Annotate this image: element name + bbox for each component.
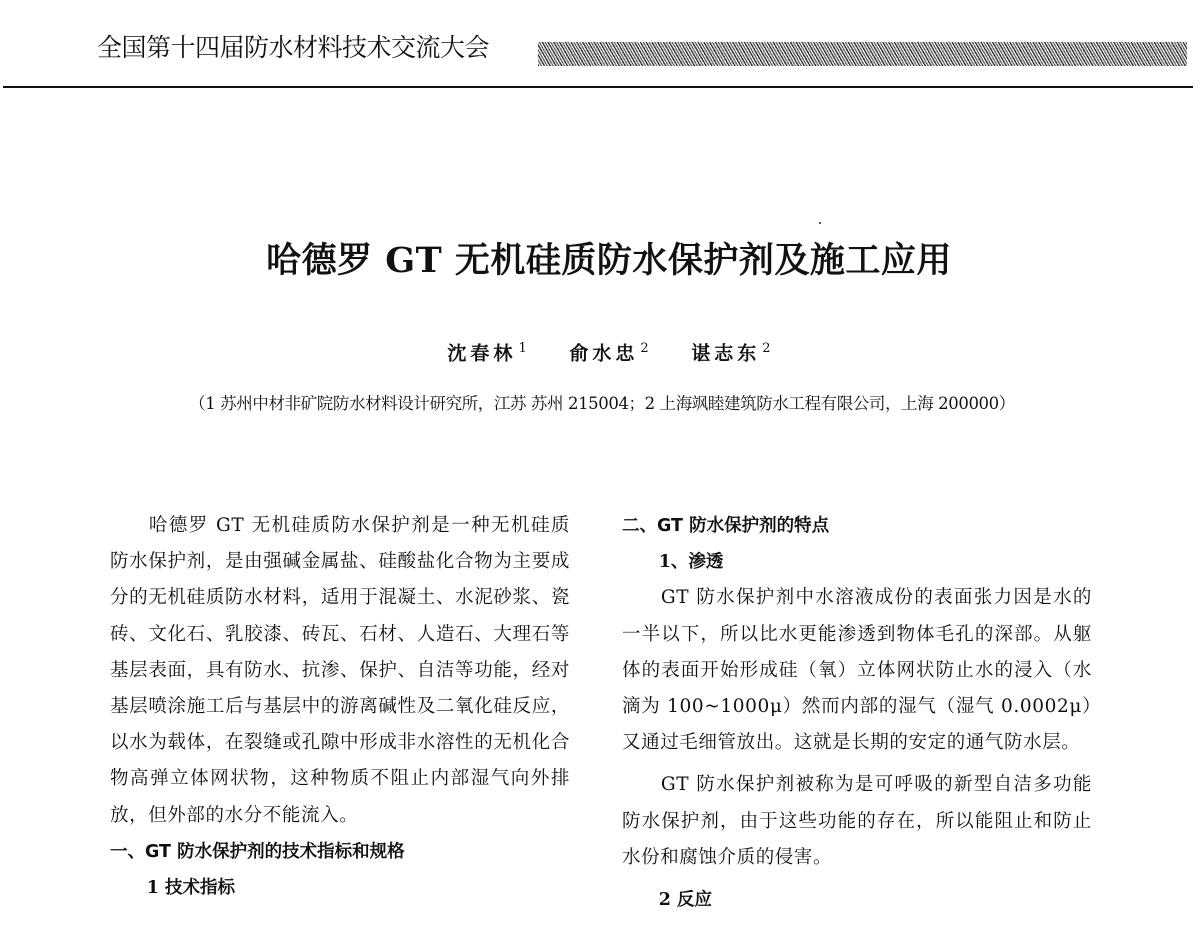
author-name: 谌志东	[691, 342, 761, 365]
subheading-reaction: 2 反应	[658, 890, 713, 911]
paper-title: 哈德罗 GT 无机硅质防水保护剂及施工应用	[266, 240, 952, 281]
affiliations: （1 苏州中材非矿院防水材料设计研究所，江苏 苏州 215004；2 上海飒睦建筑防水工程有限公司，上海 200000）	[189, 394, 1015, 413]
running-header	[0, 0, 1200, 100]
penetration-paragraph: GT 防水保护剂中水溶液成份的表面张力因是水的一半以下，所以比水更能渗透到物体毛孔的深部。从躯体的表面开始形成硅（氧）立体网状防止水的浸入（水滴为 100~1000μ）然而内部的湿气（湿气 0.0002μ）又通过毛细管放出。这就是长期的安定的通气防水层。	[622, 587, 1092, 754]
author	[569, 336, 648, 366]
breathable-paragraph: GT 防水保护剂被称为是可呼吸的新型自洁多功能防水保护剂，由于这些功能的存在，所以能阻止和防止水份和腐蚀介质的侵害。	[622, 774, 1092, 868]
right-column	[622, 508, 1092, 918]
header-hatch-decoration	[538, 42, 1187, 66]
author-name: 沈春林	[447, 342, 517, 365]
author	[447, 336, 526, 366]
author-name: 俞水忠	[569, 342, 639, 365]
author	[691, 336, 770, 366]
affiliation-mark: 2	[640, 341, 649, 356]
left-column	[110, 508, 570, 906]
header-rule	[3, 86, 1193, 88]
scan-speck	[819, 222, 821, 224]
author-list	[0, 336, 1200, 366]
subheading-technical-indicators: 1 技术指标	[146, 878, 236, 899]
intro-paragraph: 哈德罗 GT 无机硅质防水保护剂是一种无机硅质防水保护剂，是由强碱金属盐、硅酸盐化合物为主要成分的无机硅质防水材料，适用于混凝土、水泥砂浆、瓷砖、文化石、乳胶漆、砖瓦、石材、人造石、大理石等基层表面，具有防水、抗渗、保护、自洁等功能，经对基层喷涂施工后与基层中的游离碱性及二氧化硅反应，以水为载体，在裂缝或孔隙中形成非水溶性的无机化合物高弹立体网状物，这种物质不阻止内部湿气向外排放，但外部的水分不能流入。	[110, 515, 570, 826]
conference-name: 全国第十四届防水材料技术交流大会	[97, 33, 490, 62]
affiliation-mark: 2	[762, 341, 771, 356]
section-heading-1: 一、GT 防水保护剂的技术指标和规格	[110, 841, 405, 862]
affiliation-mark: 1	[518, 341, 527, 356]
subheading-penetration: 1、渗透	[658, 552, 724, 573]
section-heading-2: 二、GT 防水保护剂的特点	[622, 516, 830, 536]
